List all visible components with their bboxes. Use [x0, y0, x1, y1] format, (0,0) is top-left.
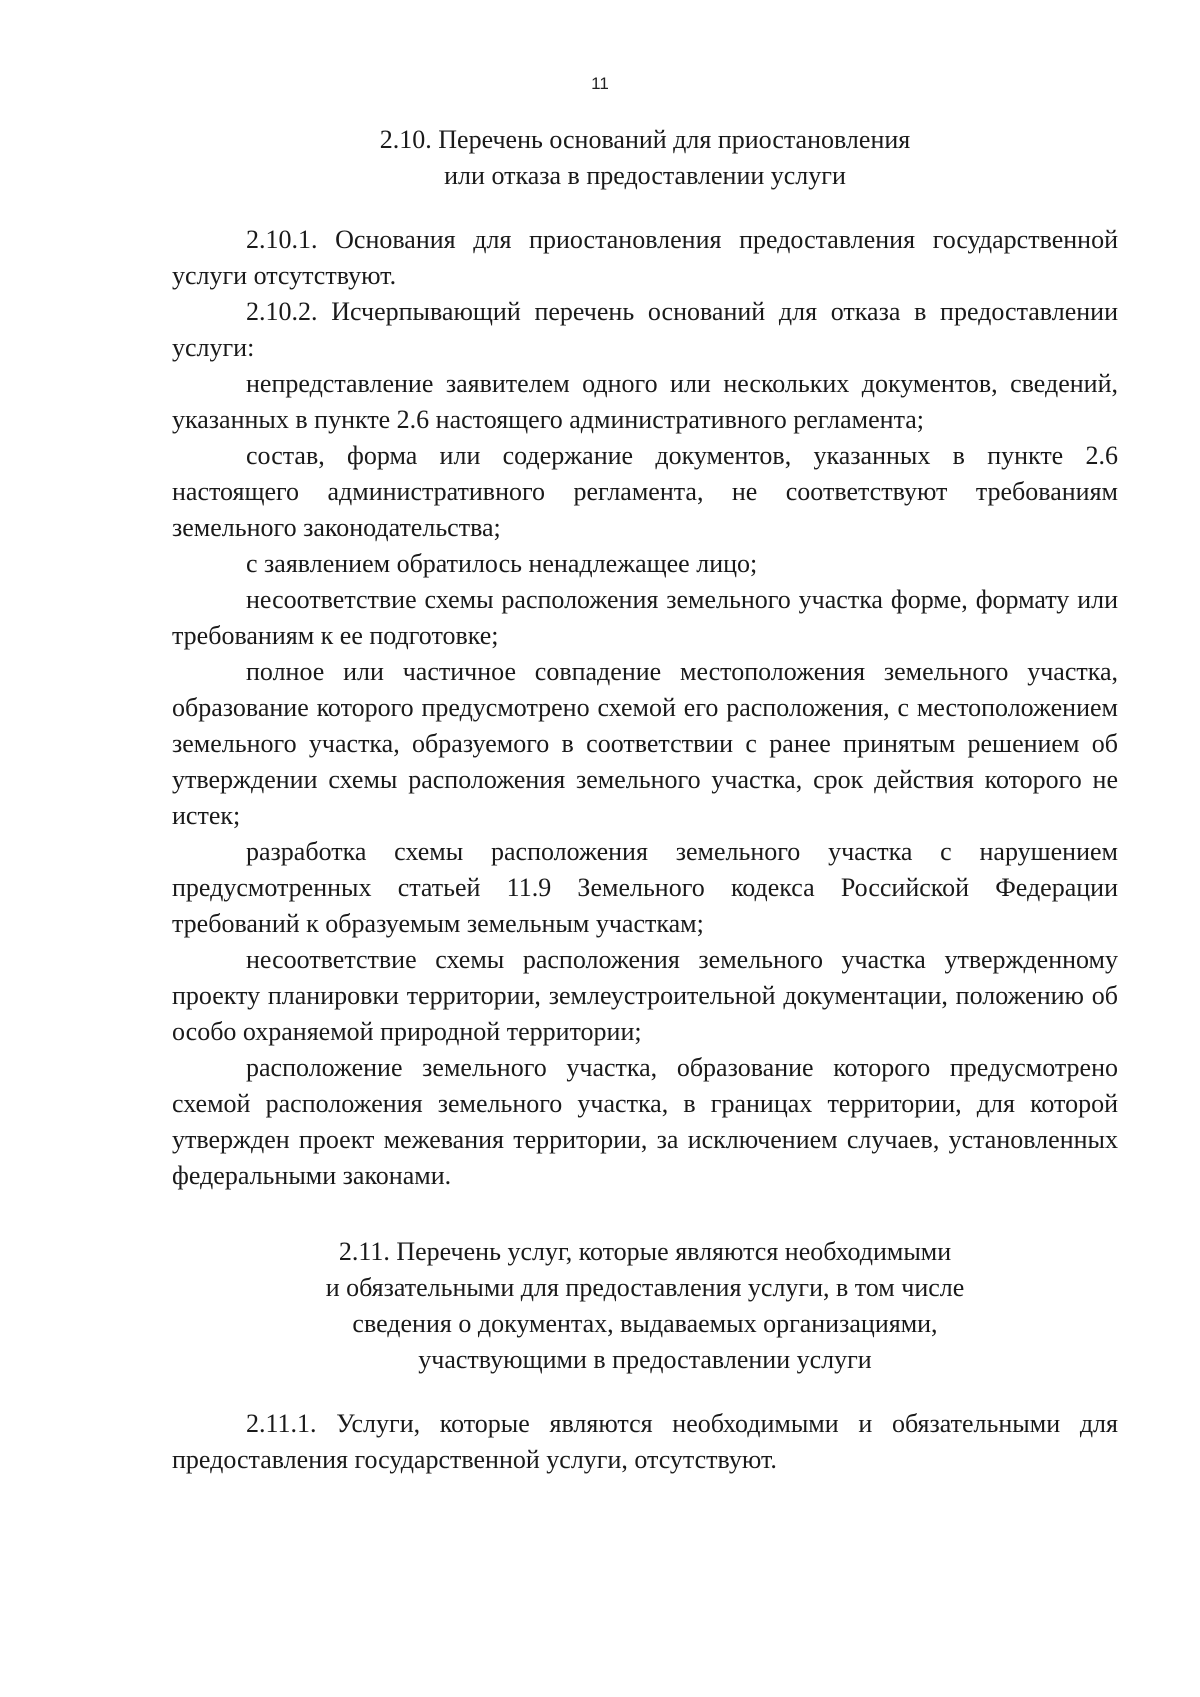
refusal-ground-item: расположение земельного участка, образование которого предусмотрено схемой расположения земельного участка, в границах территории, для которой утвержден проект межевания территории, за исключением случаев, установленных федеральными законами.: [172, 1053, 1118, 1190]
heading-line: или отказа в предоставлении услуги: [444, 161, 846, 190]
document-body: [172, 122, 1118, 1478]
heading-line: и обязательными для предоставления услуги, в том числе: [325, 1273, 965, 1302]
page-number: 11: [591, 74, 609, 93]
refusal-ground-item: несоответствие схемы расположения земельного участка форме, формату или требованиям к ее подготовке;: [172, 585, 1118, 650]
section-2-10-heading: [172, 122, 1118, 194]
refusal-ground-item: несоответствие схемы расположения земельного участка утвержденному проекту планировки территории, землеустроительной документации, положению об особо охраняемой природной территории;: [172, 945, 1118, 1046]
paragraph-2-11-1: 2.11.1. Услуги, которые являются необходимыми и обязательными для предоставления государственной услуги, отсутствуют.: [172, 1409, 1118, 1474]
refusal-ground-item: полное или частичное совпадение местоположения земельного участка, образование которого предусмотрено схемой его расположения, с местоположением земельного участка, образуемого в соответствии с ранее принятым решением об утверждении схемы расположения земельного участка, срок действия которого не истек;: [172, 657, 1118, 830]
heading-line: участвующими в предоставлении услуги: [418, 1345, 872, 1374]
heading-line: сведения о документах, выдаваемых организациями,: [352, 1309, 938, 1338]
refusal-ground-item: с заявлением обратилось ненадлежащее лицо;: [246, 549, 758, 578]
section-2-11-heading: [172, 1234, 1118, 1378]
refusal-ground-item: состав, форма или содержание документов, указанных в пункте 2.6 настоящего административного регламента, не соответствуют требованиям земельного законодательства;: [172, 441, 1118, 542]
paragraph-2-10-2: 2.10.2. Исчерпывающий перечень оснований для отказа в предоставлении услуги:: [172, 297, 1118, 362]
paragraph-2-10-1: 2.10.1. Основания для приостановления предоставления государственной услуги отсутствуют.: [172, 225, 1118, 290]
refusal-ground-item: разработка схемы расположения земельного участка с нарушением предусмотренных статьей 11.9 Земельного кодекса Российской Федерации требований к образуемым земельным участкам;: [172, 837, 1118, 938]
heading-line: 2.11. Перечень услуг, которые являются необходимыми: [338, 1237, 952, 1266]
refusal-ground-item: непредставление заявителем одного или нескольких документов, сведений, указанных в пункте 2.6 настоящего административного регламента;: [172, 369, 1118, 434]
heading-line: 2.10. Перечень оснований для приостановления: [379, 125, 911, 154]
